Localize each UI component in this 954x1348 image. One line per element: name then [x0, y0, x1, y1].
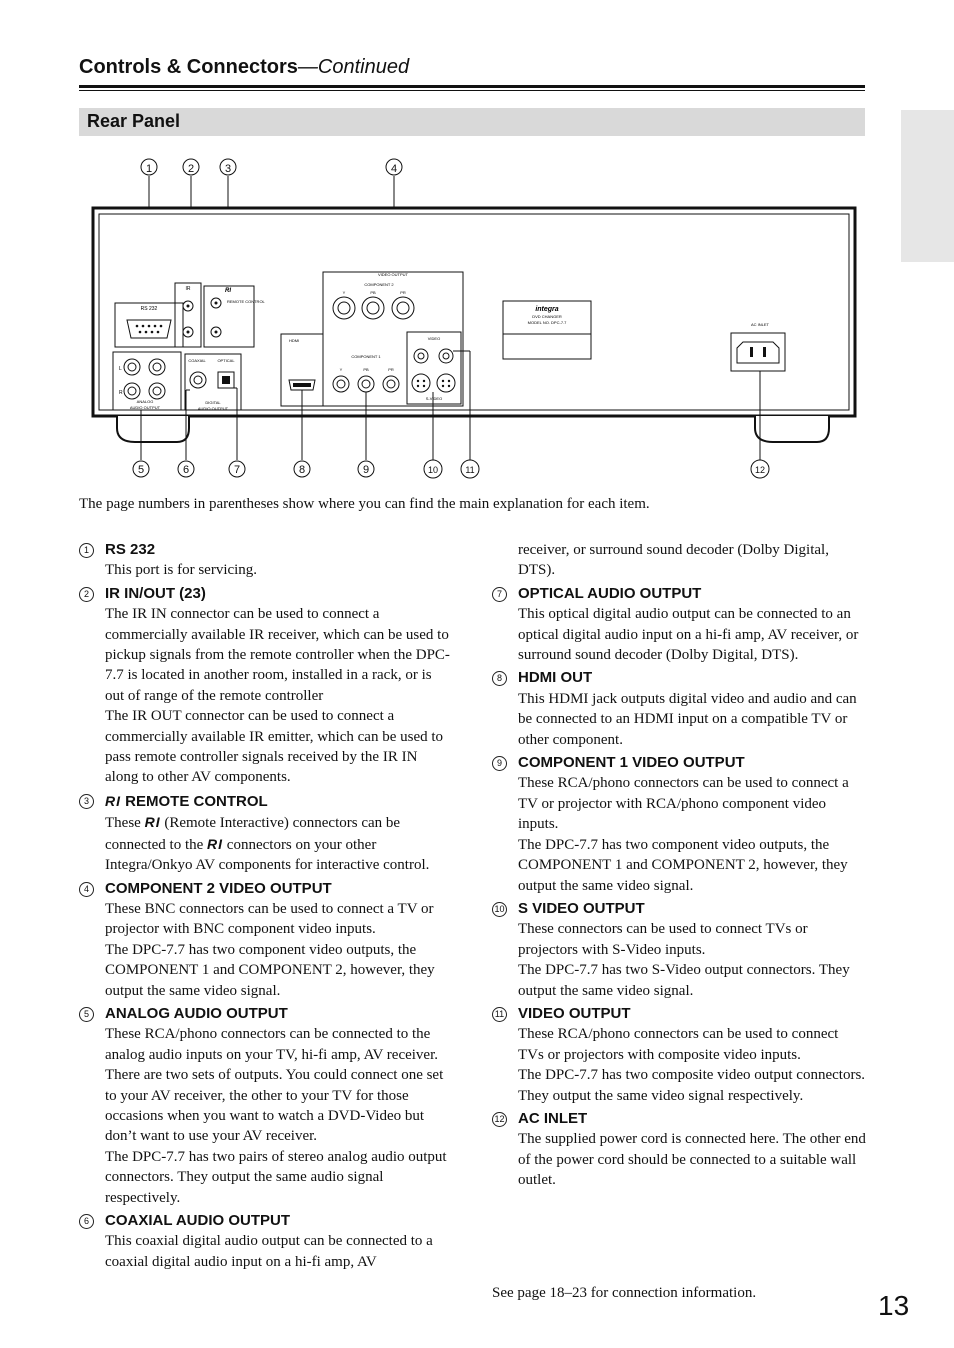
- svg-text:DIGITAL: DIGITAL: [205, 400, 221, 405]
- list-item: [492, 584, 866, 666]
- callout-11: [461, 460, 479, 478]
- item-title: IR IN/OUT (23): [105, 584, 206, 602]
- svg-text:2: 2: [187, 163, 195, 175]
- item-title: COMPONENT 1 VIDEO OUTPUT: [518, 754, 745, 772]
- item-desc: These RCA/phono connectors can be connected to the analog audio inputs on your TV, hi-fi amp, AV receiver. There are two sets of outputs. You could connect one set to your AV receiver, the other to your TV for those occasions when you want to watch a DVD-Video but don’t want to use your AV receiver.: [105, 1026, 444, 1145]
- list-item: [79, 879, 451, 1001]
- svg-text:9: 9: [362, 464, 370, 476]
- item-desc: These RI (Remote Interactive) connectors can be connected to the RI connectors on your other Integra/Onkyo AV components for interactive control.: [105, 814, 430, 874]
- svg-text:L: L: [119, 366, 122, 372]
- item-number: 12: [492, 1112, 507, 1127]
- item-desc: The DPC-7.7 has two component video outputs, the COMPONENT 1 and COMPONENT 2, however, they output the same video signal.: [518, 836, 848, 894]
- svg-text:RI: RI: [225, 288, 231, 294]
- item-desc: These connectors can be used to connect TVs or projectors with S-Video inputs.: [518, 921, 808, 958]
- intro-text: The page numbers in parentheses show where you can find the main explanation for each item.: [79, 496, 650, 512]
- svg-text:7: 7: [233, 464, 241, 476]
- item-title: AC INLET: [518, 1109, 588, 1127]
- item-title: HDMI OUT: [518, 669, 593, 687]
- item-number: 11: [492, 1007, 507, 1022]
- item-desc: This coaxial digital audio output can be connected to a coaxial digital audio input on a hi-fi amp, AV: [105, 1233, 433, 1270]
- svg-text:VIDEO: VIDEO: [427, 336, 441, 341]
- page-number: 13: [878, 1290, 910, 1321]
- svg-text:AUDIO OUTPUT: AUDIO OUTPUT: [129, 405, 161, 410]
- callout-6: [178, 461, 194, 477]
- item-desc: The supplied power cord is connected here. The other end of the power cord should be connected to a suitable wall outlet.: [518, 1131, 866, 1189]
- svg-text:PB: PB: [370, 290, 376, 295]
- list-item: [79, 584, 451, 788]
- item-number: 3: [79, 794, 94, 809]
- item-desc-continued: receiver, or surround sound decoder (Dolby Digital, DTS).: [518, 542, 829, 579]
- item-desc: This HDMI jack outputs digital video and audio and can be connected to an HDMI input on a compatible TV or other component.: [518, 690, 857, 748]
- header-rule-thin: [79, 90, 865, 91]
- svg-text:Y: Y: [342, 290, 346, 295]
- svg-text:MODEL NO. DPC-7.7: MODEL NO. DPC-7.7: [527, 320, 567, 325]
- svg-text:R: R: [119, 390, 123, 396]
- svg-text:COMPONENT 2: COMPONENT 2: [364, 282, 394, 287]
- list-item: [492, 899, 866, 1001]
- svg-text:AUDIO OUTPUT: AUDIO OUTPUT: [197, 406, 229, 411]
- item-number: 4: [79, 882, 94, 897]
- svg-text:COAXIAL: COAXIAL: [188, 358, 206, 363]
- item-title-text: REMOTE CONTROL: [125, 792, 268, 810]
- list-item: [492, 668, 866, 750]
- side-tab: [901, 110, 954, 262]
- svg-text:3: 3: [224, 163, 232, 175]
- callout-9: [358, 461, 374, 477]
- item-number: 1: [79, 543, 94, 558]
- callout-10: [424, 460, 442, 478]
- column-left: [79, 540, 451, 1275]
- item-desc: The IR IN connector can be used to connect a commercially available IR receiver, which can be used to pickup signals from the remote controller when the DPC-7.7 is located in another room, installed in a rack, or is out of range of the remote controller: [105, 606, 450, 704]
- item-desc: The IR OUT connector can be used to connect a commercially available IR emitter, which can be used to pass remote controller signals received by the IR IN along to other AV components.: [105, 708, 444, 786]
- svg-text:11: 11: [465, 465, 475, 475]
- item-desc: This optical digital audio output can be connected to an optical digital audio input on a hi-fi amp, AV receiver, or surround sound decoder (Dolby Digital, DTS).: [518, 606, 859, 664]
- svg-text:PR: PR: [400, 290, 406, 295]
- item-title: [105, 791, 451, 812]
- callout-8: [294, 461, 310, 477]
- item-desc: The DPC-7.7 has two component video outputs, the COMPONENT 1 and COMPONENT 2, however, they output the same video signal.: [105, 941, 435, 999]
- svg-text:1: 1: [145, 163, 153, 175]
- svg-text:Y: Y: [339, 367, 343, 372]
- header-title: Controls & Connectors: [79, 56, 298, 78]
- item-desc: The DPC-7.7 has two S-Video output connectors. They output the same video signal.: [518, 962, 850, 999]
- svg-text:10: 10: [427, 465, 439, 475]
- callout-2: [183, 159, 199, 175]
- svg-text:IR: IR: [185, 286, 191, 292]
- item-title: ANALOG AUDIO OUTPUT: [105, 1004, 288, 1022]
- ri-symbol: RI: [144, 814, 161, 831]
- callout-5: [133, 461, 149, 477]
- item-title: VIDEO OUTPUT: [518, 1004, 631, 1022]
- section-bar: [79, 108, 865, 136]
- svg-text:5: 5: [137, 464, 145, 476]
- svg-text:VIDEO OUTPUT: VIDEO OUTPUT: [377, 272, 409, 277]
- callout-1: [141, 159, 157, 175]
- item-desc: These RCA/phono connectors can be used to connect a TV or projector with RCA/phono component video inputs.: [518, 775, 849, 833]
- item-number: 10: [492, 902, 507, 917]
- callout-7: [229, 461, 245, 477]
- list-item: [79, 540, 451, 581]
- ri-symbol: RI: [207, 835, 224, 852]
- item-desc: These BNC connectors can be used to connect a TV or projector with BNC component video inputs.: [105, 900, 434, 938]
- column-right: [492, 540, 866, 1194]
- svg-text:PB: PB: [363, 367, 369, 372]
- svg-text:OPTICAL: OPTICAL: [217, 358, 235, 363]
- item-number: 5: [79, 1007, 94, 1022]
- svg-text:ANALOG: ANALOG: [136, 399, 154, 404]
- callout-3: [220, 159, 236, 175]
- list-item: [492, 1109, 866, 1191]
- svg-text:HDMI: HDMI: [289, 338, 300, 343]
- callout-12: [751, 460, 769, 478]
- item-number: 2: [79, 587, 94, 602]
- svg-text:RS 232: RS 232: [140, 306, 158, 312]
- footer-note: See page 18–23 for connection information.: [492, 1285, 757, 1301]
- svg-text:6: 6: [182, 464, 190, 476]
- item-title: OPTICAL AUDIO OUTPUT: [518, 584, 702, 602]
- svg-text:integra: integra: [535, 306, 559, 313]
- header-rule: [79, 85, 865, 88]
- svg-text:COMPONENT 1: COMPONENT 1: [351, 354, 381, 359]
- item-desc: This port is for servicing.: [105, 562, 258, 579]
- callout-4: [386, 159, 402, 175]
- list-item: [79, 1211, 451, 1272]
- list-item: [79, 1004, 451, 1208]
- item-desc: These RCA/phono connectors can be used to connect TVs or projectors with composite video inputs.: [518, 1026, 839, 1063]
- item-title: COMPONENT 2 VIDEO OUTPUT: [105, 879, 332, 897]
- svg-text:8: 8: [298, 464, 306, 476]
- item-title: S VIDEO OUTPUT: [518, 899, 645, 917]
- svg-text:12: 12: [754, 465, 766, 475]
- header-continued: —Continued: [297, 56, 410, 78]
- item-number: 6: [79, 1214, 94, 1229]
- item-number: 9: [492, 756, 507, 771]
- item-number: 8: [492, 671, 507, 686]
- rear-panel-diagram: [79, 148, 869, 488]
- item-title: COAXIAL AUDIO OUTPUT: [105, 1212, 291, 1229]
- svg-text:PR: PR: [388, 367, 394, 372]
- svg-text:AC INLET: AC INLET: [750, 322, 770, 327]
- ri-symbol: RI: [105, 792, 121, 809]
- svg-text:DVD CHANGER: DVD CHANGER: [532, 314, 562, 319]
- page-header: [79, 56, 409, 79]
- item-title: RS 232: [105, 541, 156, 558]
- list-item: [492, 753, 866, 896]
- section-title: Rear Panel: [87, 111, 181, 131]
- svg-text:S-VIDEO: S-VIDEO: [425, 396, 443, 401]
- item-desc: The DPC-7.7 has two composite video output connectors. They output the same video signal respectively.: [518, 1067, 866, 1104]
- item-number: 7: [492, 587, 507, 602]
- svg-text:REMOTE CONTROL: REMOTE CONTROL: [227, 299, 265, 304]
- svg-text:4: 4: [390, 163, 398, 175]
- item-desc: The DPC-7.7 has two pairs of stereo analog audio output connectors. They output the same audio signal respectively.: [105, 1148, 447, 1206]
- list-item: [79, 791, 451, 876]
- list-item: [492, 1004, 866, 1106]
